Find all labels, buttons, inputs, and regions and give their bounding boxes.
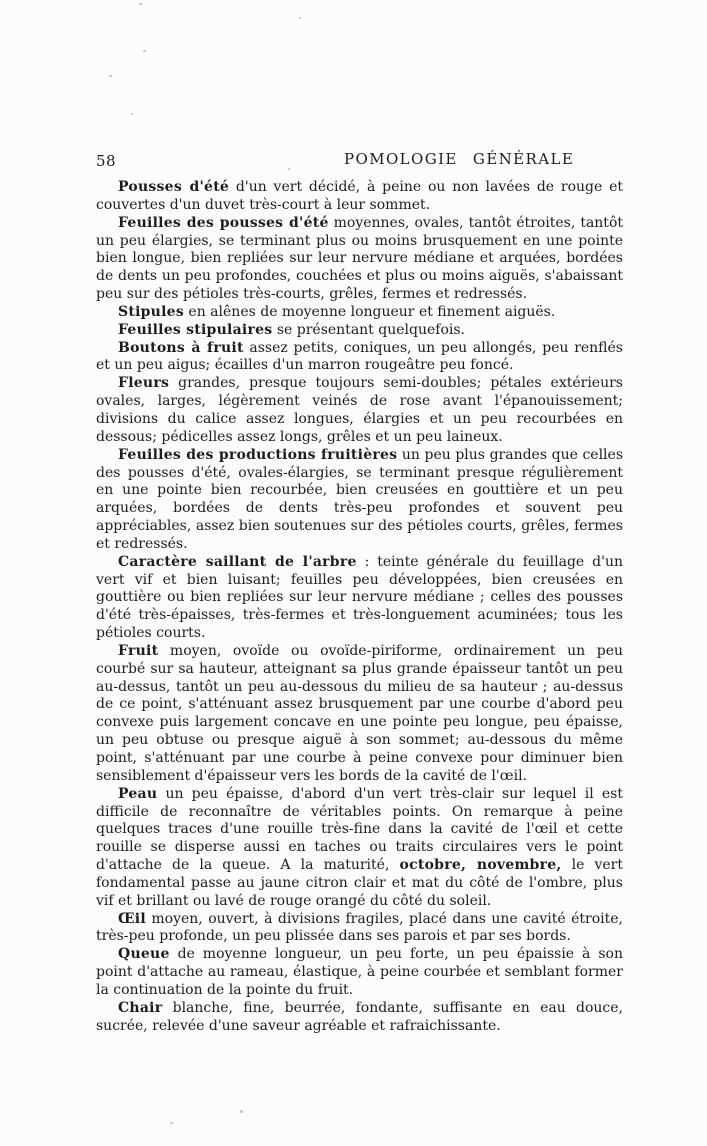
paragraph-text: grandes, presque toujours semi-doubles; pétales extérieurs ovales, larges, légèrement veinés de rose avant l'épanouissement; divisions du calice assez longues, élargies et un peu recourbées en dessous; pédicelles assez longs, grêles et un peu laineux. xyxy=(96,375,623,445)
paragraph-12 xyxy=(96,946,623,1000)
paragraph-text: un peu épaisse, d'abord d'un vert très-clair sur lequel il est difficile de reconnaître de véritables points. On remarque à peine quelques traces d'une rouille très-fine dans la cavité de l'œil et cette rouille se disperse aussi en taches ou traits circulaires vers le point d'attache de la queue. A la maturité, xyxy=(96,785,623,874)
paragraph-text: moyen, ouvert, à divisions fragiles, placé dans une cavité étroite, très-peu profonde, un peu plissée dans ses parois et par ses bords. xyxy=(96,910,623,945)
scan-speck xyxy=(131,113,133,115)
paragraph-text: : teinte générale du feuillage d'un vert vif et bien luisant; feuilles peu développées, bien creusées en gouttière ou bien repliées sur leur nervure médiane ; celles des pousses d'été très-épaisses, très-fermes et très-longuement acuminées; tous les pétioles courts. xyxy=(96,553,623,642)
paragraph-3 xyxy=(96,304,623,322)
paragraph-lead: Fruit xyxy=(118,642,159,659)
paragraph-13 xyxy=(96,1000,623,1036)
scan-speck xyxy=(288,168,290,170)
paragraph-text: en alênes de moyenne longueur et finement aiguës. xyxy=(183,303,556,320)
paragraph-1 xyxy=(96,179,623,215)
paragraph-text: d'un vert décidé, à peine ou non lavées de rouge et couvertes d'un duvet très-court à leur sommet. xyxy=(96,179,623,213)
paragraph-9 xyxy=(96,643,623,786)
paragraph-text: le vert fondamental passe au jaune citron clair et mat du côté de l'ombre, plus vif et brillant ou lavé de rouge orangé du côté du soleil. xyxy=(96,857,623,909)
paragraph-lead: Stipules xyxy=(118,303,184,320)
paragraph-text: moyennes, ovales, tantôt étroites, tantôt un peu élargies, se terminant plus ou moins brusquement en une pointe bien longue, bien repliées sur leur nervure médiane et arquées, bordées de dents un peu profondes, couchées et plus ou moins aiguës, s'abaissant peu sur des pétioles très-courts, grêles, fermes et redressés. xyxy=(96,214,623,303)
paragraph-lead: Œil xyxy=(118,910,146,927)
paragraph-11 xyxy=(96,911,623,947)
paragraph-lead: Feuilles des productions fruitières xyxy=(118,446,398,463)
paragraph-lead: Boutons à fruit xyxy=(118,339,244,356)
paragraph-text: se présentant quelquefois. xyxy=(272,321,465,338)
paragraph-lead: Caractère saillant de l'arbre xyxy=(118,553,357,570)
paragraph-text: moyen, ovoïde ou ovoïde-piriforme, ordinairement un peu courbé sur sa hauteur, atteignant sa plus grande épaisseur tantôt un peu au-dessus, tantôt un peu au-dessous du milieu de sa hauteur ; au-dessus de ce point, s'atténuant assez brusquement par une courbe d'abord peu convexe puis largement concave en une pointe peu longue, peu épaisse, un peu obtuse ou presque aiguë à son sommet; au-dessous du même point, s'atténuant par une courbe à peine convexe pour diminuer bien sensiblement d'épaisseur vers les bords de la cavité de l'œil. xyxy=(96,642,623,784)
scan-speck xyxy=(240,1110,243,1113)
scan-speck xyxy=(299,17,301,19)
paragraph-lead: Pousses d'été xyxy=(118,179,230,195)
paragraph-lead: Peau xyxy=(118,785,158,802)
paragraph-5 xyxy=(96,340,623,376)
paragraph-text: de moyenne longueur, un peu forte, un peu épaissie à son point d'attache au rameau, élastique, à peine courbée et semblant former la continuation de la pointe du fruit. xyxy=(96,946,623,998)
paragraph-lead: Feuilles stipulaires xyxy=(118,321,273,338)
paragraph-lead: Queue xyxy=(118,946,170,963)
paragraph-10 xyxy=(96,786,623,911)
paragraph-lead: Fleurs xyxy=(118,375,170,392)
paragraph-4 xyxy=(96,322,623,340)
paragraph-lead: Chair xyxy=(118,999,163,1016)
running-title: POMOLOGIE GÉNÉRALE xyxy=(344,150,575,168)
paragraph-lead: octobre, novembre, xyxy=(399,857,562,874)
page-header xyxy=(96,150,623,170)
paragraph-lead: Feuilles des pousses d'été xyxy=(118,214,329,231)
paragraph-7 xyxy=(96,447,623,554)
paragraph-text: blanche, fine, beurrée, fondante, suffisante en eau douce, sucrée, relevée d'une saveur agréable et rafraichissante. xyxy=(96,999,623,1034)
paragraph-text: assez petits, coniques, un peu allongés, peu renflés et un peu aigus; écailles d'un marron rougeâtre peu foncé. xyxy=(96,339,623,374)
text-column xyxy=(96,179,623,1036)
paragraph-2 xyxy=(96,215,623,304)
page-number: 58 xyxy=(96,152,117,170)
paragraph-text: un peu plus grandes que celles des pousses d'été, ovales-élargies, se terminant presque régulièrement en une pointe bien recourbée, bien creusées en gouttière et un peu arquées, bordées de dents très-peu profondes et souvent peu appréciables, assez bien soutenues sur des pétioles courts, grêles, fermes et redressés. xyxy=(96,446,624,552)
scan-speck xyxy=(109,75,112,77)
paragraph-6 xyxy=(96,375,623,446)
scan-speck xyxy=(143,50,146,52)
scan-speck xyxy=(139,3,142,5)
scan-speck xyxy=(170,1122,173,1124)
paragraph-8 xyxy=(96,554,623,643)
